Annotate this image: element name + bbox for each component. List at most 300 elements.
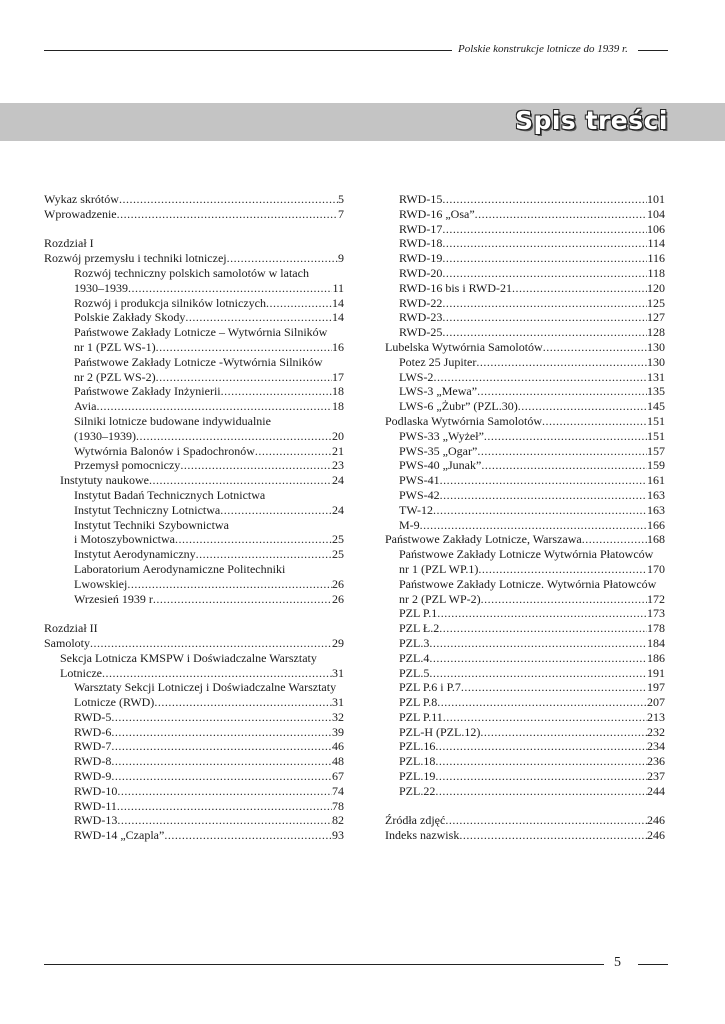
toc-entry-title: Samoloty: [44, 635, 91, 650]
dot-leader: [481, 592, 647, 607]
toc-heading: Instytut Badań Technicznych Lotnictwa: [74, 487, 266, 502]
dot-leader: [440, 488, 647, 503]
dot-leader: [478, 562, 647, 577]
footer-rule-left: [44, 964, 604, 965]
dot-leader: [543, 340, 647, 355]
toc-entry-title: RWD-17: [399, 221, 443, 236]
dot-leader: [542, 414, 647, 429]
dot-leader: [442, 325, 647, 340]
toc-entry-title: RWD-5: [74, 709, 112, 724]
toc-entry-title: RWD-7: [74, 739, 112, 754]
toc-entry-title: RWD-16 bis i RWD-21: [399, 280, 512, 295]
dot-leader: [476, 355, 647, 370]
toc-entry-title: PZL P.11: [399, 709, 443, 724]
toc-entry-title: nr 2 (PZL WP-2): [399, 591, 481, 606]
toc-entry-page: 120: [647, 280, 665, 295]
toc-entry-title: PZL P.8: [399, 695, 438, 710]
toc-entry[interactable]: [385, 370, 665, 385]
toc-entry-title: nr 1 (PZL WP.1): [399, 561, 479, 576]
toc-entry-page: 246: [647, 828, 665, 843]
header-rule-right: [638, 50, 668, 51]
toc-entry-title: Rozwój i produkcja silników lotniczych: [74, 295, 266, 310]
toc-entry-page: 157: [647, 443, 665, 458]
dot-leader: [117, 799, 332, 814]
toc-entry-page: 31: [332, 665, 344, 680]
toc-entry[interactable]: [44, 399, 344, 414]
toc-entry-title: Wykaz skrótów: [44, 192, 119, 206]
toc-heading: Rozdział I: [44, 236, 94, 251]
dot-leader: [128, 281, 332, 296]
toc-entry[interactable]: [385, 695, 665, 710]
dot-leader: [127, 577, 332, 592]
dot-leader: [149, 473, 332, 488]
dot-leader: [461, 680, 647, 695]
dot-leader: [111, 710, 332, 725]
toc-entry[interactable]: [44, 340, 344, 355]
toc-heading: Laboratorium Aerodynamiczne Politechniki: [74, 561, 286, 576]
toc-entry-title: Wytwórnia Balonów i Spadochronów: [74, 443, 255, 458]
toc-entry-page: 25: [332, 547, 344, 562]
toc-entry-title: Rozwój przemysłu i techniki lotniczej: [44, 251, 227, 266]
dot-leader: [442, 296, 647, 311]
toc-entry-title: Państwowe Zakłady Lotnicze, Warszawa: [385, 532, 582, 547]
toc-entry-page: 9: [338, 251, 344, 266]
toc-entry[interactable]: [44, 636, 344, 651]
dot-leader: [433, 503, 647, 518]
toc-entry[interactable]: [385, 266, 665, 281]
toc-entry-title: 1930–1939: [74, 280, 128, 295]
toc-entry[interactable]: [385, 769, 665, 784]
toc-entry-page: 74: [332, 783, 344, 798]
toc-entry-title: (1930–1939): [74, 428, 136, 443]
toc-entry[interactable]: [44, 577, 344, 592]
toc-entry-title: nr 1 (PZL WS-1): [74, 339, 156, 354]
toc-entry[interactable]: [44, 784, 344, 799]
dot-leader: [154, 695, 332, 710]
toc-entry-title: Polskie Zakłady Skody: [74, 310, 186, 325]
toc-entry[interactable]: [44, 754, 344, 769]
toc-entry-page: 163: [647, 487, 665, 502]
toc-entry[interactable]: [385, 784, 665, 799]
toc-entry-page: 104: [647, 206, 665, 221]
toc-entry-page: 7: [338, 206, 344, 221]
toc-entry[interactable]: [44, 592, 344, 607]
dot-leader: [111, 769, 332, 784]
dot-leader: [435, 784, 647, 799]
dot-leader: [111, 725, 332, 740]
toc-entry-title: Wprowadzenie: [44, 206, 117, 221]
toc-entry[interactable]: [44, 192, 344, 207]
toc-entry-title: RWD-25: [399, 325, 443, 340]
toc-entry[interactable]: [44, 828, 344, 843]
dot-leader: [484, 429, 647, 444]
toc-entry[interactable]: [385, 813, 665, 828]
toc-entry-page: 197: [647, 680, 665, 695]
toc-entry[interactable]: [385, 739, 665, 754]
dot-leader: [220, 503, 332, 518]
dot-leader: [477, 384, 647, 399]
toc-entry-page: 26: [332, 576, 344, 591]
toc-entry[interactable]: [385, 236, 665, 251]
toc-entry-title: Źródła zdjęć: [385, 813, 446, 828]
toc-entry[interactable]: [385, 325, 665, 340]
toc-entry[interactable]: [44, 710, 344, 725]
toc-heading: Państwowe Zakłady Lotnicze. Wytwórnia Płatowców: [399, 576, 657, 591]
page-number: 5: [614, 955, 621, 970]
toc-entry-page: 118: [647, 265, 665, 280]
toc-entry-title: nr 2 (PZL WS-2): [74, 369, 156, 384]
toc-entry[interactable]: [385, 399, 665, 414]
dot-leader: [437, 606, 647, 621]
toc-entry-title: Lotnicze: [60, 665, 102, 680]
toc-entry[interactable]: [44, 251, 344, 266]
toc-entry-title: RWD-20: [399, 265, 443, 280]
dot-leader: [435, 754, 647, 769]
toc-entry-page: 173: [647, 606, 665, 621]
dot-leader: [96, 399, 332, 414]
toc-entry[interactable]: [385, 680, 665, 695]
toc-entry-page: 29: [332, 635, 344, 650]
dot-leader: [477, 444, 647, 459]
toc-entry-page: 114: [647, 236, 665, 251]
toc-entry-title: Instytut Techniczny Lotnictwa: [74, 502, 221, 517]
toc-entry-page: 39: [332, 724, 344, 739]
toc-entry-page: 135: [647, 384, 665, 399]
spacer: [44, 222, 344, 237]
toc-entry[interactable]: [385, 429, 665, 444]
dot-leader: [442, 222, 647, 237]
toc-entry-title: i Motoszybownictwa: [74, 532, 175, 547]
toc-entry[interactable]: [385, 444, 665, 459]
toc-entry[interactable]: [385, 621, 665, 636]
toc-entry-page: 116: [647, 251, 665, 266]
dot-leader: [180, 458, 332, 473]
dot-leader: [111, 754, 332, 769]
dot-leader: [582, 532, 647, 547]
toc-entry-title: Instytut Aerodynamiczny: [74, 547, 196, 562]
toc-entry-title: RWD-9: [74, 769, 112, 784]
toc-entry-title: PZL.16: [399, 739, 436, 754]
toc-entry-title: RWD-18: [399, 236, 443, 251]
toc-entry[interactable]: [385, 488, 665, 503]
toc-entry-page: 127: [647, 310, 665, 325]
toc-entry-title: Lubelska Wytwórnia Samolotów: [385, 339, 543, 354]
dot-leader: [153, 592, 332, 607]
toc-entry[interactable]: [385, 340, 665, 355]
toc-entry-page: 24: [332, 502, 344, 517]
toc-entry[interactable]: [385, 296, 665, 311]
toc-heading: Państwowe Zakłady Lotnicze -Wytwórnia Silników: [74, 354, 323, 369]
toc-entry[interactable]: [44, 799, 344, 814]
toc-entry-title: RWD-8: [74, 754, 112, 769]
toc-entry-page: 25: [332, 532, 344, 547]
dot-leader: [102, 666, 332, 681]
toc-entry-page: 151: [647, 413, 665, 428]
dot-leader: [227, 251, 338, 266]
toc-entry[interactable]: [44, 695, 344, 710]
toc-entry[interactable]: [385, 754, 665, 769]
toc-entry-page: 232: [647, 724, 665, 739]
dot-leader: [255, 444, 332, 459]
toc-entry[interactable]: [44, 532, 344, 547]
toc-entry-page: 163: [647, 502, 665, 517]
toc-entry-title: Wrzesień 1939 r: [74, 591, 153, 606]
dot-leader: [445, 813, 647, 828]
toc-entry-title: Lwowskiej: [74, 576, 128, 591]
toc-entry[interactable]: [44, 769, 344, 784]
toc-entry-page: 14: [332, 295, 344, 310]
toc-entry[interactable]: [385, 207, 665, 222]
toc-entry-title: PZL.19: [399, 769, 436, 784]
dot-leader: [481, 458, 647, 473]
toc-entry-page: 145: [647, 399, 665, 414]
toc-entry-title: RWD-10: [74, 783, 118, 798]
toc-entry-page: 21: [332, 443, 344, 458]
toc-entry[interactable]: [44, 547, 344, 562]
toc-entry[interactable]: [385, 222, 665, 237]
dot-leader: [442, 310, 647, 325]
toc-entry-page: 48: [332, 754, 344, 769]
toc-entry[interactable]: [385, 606, 665, 621]
toc-entry-title: RWD-11: [74, 798, 117, 813]
toc-entry-page: 32: [332, 709, 344, 724]
dot-leader: [442, 266, 647, 281]
dot-leader: [429, 651, 647, 666]
dot-leader: [117, 784, 332, 799]
toc-entry-page: 17: [332, 369, 344, 384]
dot-leader: [518, 399, 647, 414]
toc-entry-page: 11: [332, 280, 344, 295]
toc-entry-title: PZL.5: [399, 665, 430, 680]
dot-leader: [435, 769, 647, 784]
toc-entry[interactable]: [385, 518, 665, 533]
dot-leader: [475, 207, 647, 222]
toc-entry-page: 125: [647, 295, 665, 310]
toc-entry[interactable]: [44, 473, 344, 488]
toc-entry[interactable]: [385, 414, 665, 429]
toc-entry-title: PZL-H (PZL.12): [399, 724, 481, 739]
toc-entry-title: RWD-14 „Czapla”: [74, 828, 165, 843]
toc-entry[interactable]: [385, 828, 665, 843]
toc-entry[interactable]: [385, 192, 665, 207]
toc-entry-title: PWS-42: [399, 487, 440, 502]
toc-entry-page: 236: [647, 754, 665, 769]
toc-heading: Państwowe Zakłady Lotnicze – Wytwórnia Silników: [74, 325, 328, 340]
toc-entry[interactable]: [385, 281, 665, 296]
toc-entry[interactable]: [385, 651, 665, 666]
toc-entry-title: PWS-35 „Ogar”: [399, 443, 478, 458]
dot-leader: [266, 296, 332, 311]
page-title: Spis treści: [514, 106, 668, 135]
toc-entry-page: 168: [647, 532, 665, 547]
dot-leader: [164, 828, 332, 843]
toc-entry-page: 106: [647, 221, 665, 236]
toc-heading: Sekcja Lotnicza KMSPW i Doświadczalne Warsztaty: [60, 650, 317, 665]
toc-entry-title: PZL.4: [399, 650, 430, 665]
dot-leader: [440, 473, 647, 488]
toc-entry[interactable]: [44, 725, 344, 740]
toc-entry-title: Potez 25 Jupiter: [399, 354, 477, 369]
toc-entry[interactable]: [44, 813, 344, 828]
dot-leader: [439, 621, 647, 636]
spacer: [385, 799, 665, 814]
dot-leader: [90, 636, 332, 651]
toc-entry[interactable]: [44, 429, 344, 444]
toc-entry-title: Indeks nazwisk: [385, 828, 460, 843]
toc-entry-page: 78: [332, 798, 344, 813]
toc-entry[interactable]: [385, 636, 665, 651]
dot-leader: [156, 370, 332, 385]
toc-heading: Silniki lotnicze budowane indywidualnie: [74, 413, 271, 428]
toc-entry-page: 24: [332, 473, 344, 488]
toc-entry-page: 186: [647, 650, 665, 665]
toc-entry-page: 244: [647, 783, 665, 798]
toc-entry-page: 184: [647, 635, 665, 650]
dot-leader: [175, 532, 332, 547]
toc-entry-page: 170: [647, 561, 665, 576]
header-rule-left: [44, 50, 452, 51]
toc-entry[interactable]: [385, 310, 665, 325]
toc-entry-page: 161: [647, 473, 665, 488]
toc-entry-title: LWS-6 „Żubr” (PZL.30): [399, 399, 518, 414]
dot-leader: [136, 429, 332, 444]
toc-heading: Państwowe Zakłady Lotnicze Wytwórnia Płatowców: [399, 547, 654, 562]
toc-heading: Instytut Techniki Szybownictwa: [74, 517, 229, 532]
toc-entry-page: 213: [647, 709, 665, 724]
toc-entry-title: PWS-40 „Junak”: [399, 458, 482, 473]
toc-entry-page: 20: [332, 428, 344, 443]
toc-entry-page: 131: [647, 369, 665, 384]
dot-leader: [185, 310, 332, 325]
toc-entry[interactable]: [385, 592, 665, 607]
toc-entry-page: 178: [647, 621, 665, 636]
toc-entry[interactable]: [385, 458, 665, 473]
toc-entry-page: 46: [332, 739, 344, 754]
dot-leader: [111, 739, 332, 754]
toc-entry-title: PZL.3: [399, 635, 430, 650]
toc-entry-title: Podlaska Wytwórnia Samolotów: [385, 413, 543, 428]
toc-entry-page: 191: [647, 665, 665, 680]
dot-leader: [435, 739, 647, 754]
dot-leader: [117, 813, 332, 828]
toc-entry[interactable]: [44, 207, 344, 222]
toc-entry-title: Lotnicze (RWD): [74, 695, 155, 710]
toc-entry-page: 166: [647, 517, 665, 532]
toc-entry-title: RWD-19: [399, 251, 443, 266]
toc-entry-page: 23: [332, 458, 344, 473]
toc-entry[interactable]: [44, 444, 344, 459]
toc-column-left: [44, 192, 344, 843]
toc-entry[interactable]: [385, 562, 665, 577]
toc-entry[interactable]: [44, 281, 344, 296]
toc-entry-title: PZL P.1: [399, 606, 438, 621]
dot-leader: [437, 695, 647, 710]
dot-leader: [433, 370, 647, 385]
dot-leader: [480, 725, 647, 740]
toc-entry-page: 101: [647, 192, 665, 206]
toc-entry[interactable]: [385, 251, 665, 266]
toc-entry-page: 246: [647, 813, 665, 828]
toc-entry[interactable]: [44, 296, 344, 311]
toc-entry-page: 151: [647, 428, 665, 443]
toc-entry-page: 172: [647, 591, 665, 606]
toc-entry[interactable]: [385, 532, 665, 547]
toc-entry-page: 234: [647, 739, 665, 754]
toc-entry-page: 31: [332, 695, 344, 710]
toc-entry[interactable]: [385, 725, 665, 740]
toc-entry-page: 18: [332, 384, 344, 399]
toc-entry-title: PZL.18: [399, 754, 436, 769]
toc-entry-page: 18: [332, 399, 344, 414]
toc-entry-page: 130: [647, 339, 665, 354]
toc-entry-page: 159: [647, 458, 665, 473]
toc-heading: Warsztaty Sekcji Lotniczej i Doświadczalne Warsztaty: [74, 680, 337, 695]
toc-entry-title: RWD-22: [399, 295, 443, 310]
toc-entry-page: 93: [332, 828, 344, 843]
toc-entry[interactable]: [44, 458, 344, 473]
toc-entry-page: 82: [332, 813, 344, 828]
dot-leader: [429, 636, 647, 651]
toc-entry[interactable]: [385, 503, 665, 518]
toc-entry[interactable]: [385, 473, 665, 488]
dot-leader: [156, 340, 332, 355]
toc-entry-title: PZL P.6 i P.7: [399, 680, 461, 695]
toc-entry-page: 128: [647, 325, 665, 340]
toc-entry[interactable]: [385, 710, 665, 725]
toc-entry[interactable]: [385, 384, 665, 399]
dot-leader: [429, 666, 647, 681]
toc-entry-page: 207: [647, 695, 665, 710]
toc-entry[interactable]: [385, 355, 665, 370]
running-title: Polskie konstrukcje lotnicze do 1939 r.: [458, 43, 628, 55]
dot-leader: [442, 251, 647, 266]
toc-entry[interactable]: [44, 384, 344, 399]
dot-leader: [420, 518, 647, 533]
toc-heading: Rozwój techniczny polskich samolotów w latach: [74, 265, 309, 280]
toc-entry-title: Avia: [74, 399, 97, 414]
toc-entry-title: PWS-41: [399, 473, 440, 488]
toc-entry-title: RWD-15: [399, 192, 443, 206]
toc-entry[interactable]: [385, 666, 665, 681]
toc-entry[interactable]: [44, 666, 344, 681]
toc-entry-title: RWD-16 „Osa”: [399, 206, 475, 221]
toc-entry-page: 14: [332, 310, 344, 325]
toc-entry-title: PZL.22: [399, 783, 436, 798]
toc-entry[interactable]: [44, 370, 344, 385]
spacer: [44, 606, 344, 621]
toc-entry[interactable]: [44, 310, 344, 325]
footer-rule-right: [638, 964, 668, 965]
toc-entry-title: RWD-23: [399, 310, 443, 325]
toc-entry-title: RWD-13: [74, 813, 118, 828]
toc-entry-title: TW-12: [399, 502, 433, 517]
dot-leader: [442, 192, 647, 207]
toc-entry-title: PWS-33 „Wyżeł”: [399, 428, 484, 443]
dot-leader: [117, 207, 338, 222]
toc-entry-title: LWS-3 „Mewa”: [399, 384, 478, 399]
toc-entry-page: 237: [647, 769, 665, 784]
dot-leader: [196, 547, 332, 562]
dot-leader: [119, 192, 338, 207]
toc-entry[interactable]: [44, 503, 344, 518]
toc-entry-page: 67: [332, 769, 344, 784]
toc-entry-title: Instytuty naukowe: [60, 473, 149, 488]
dot-leader: [512, 281, 647, 296]
toc-entry-page: 5: [338, 192, 344, 206]
toc-entry[interactable]: [44, 739, 344, 754]
toc-entry-title: Państwowe Zakłady Inżynierii: [74, 384, 221, 399]
toc-entry-title: PZL Ł.2: [399, 621, 440, 636]
